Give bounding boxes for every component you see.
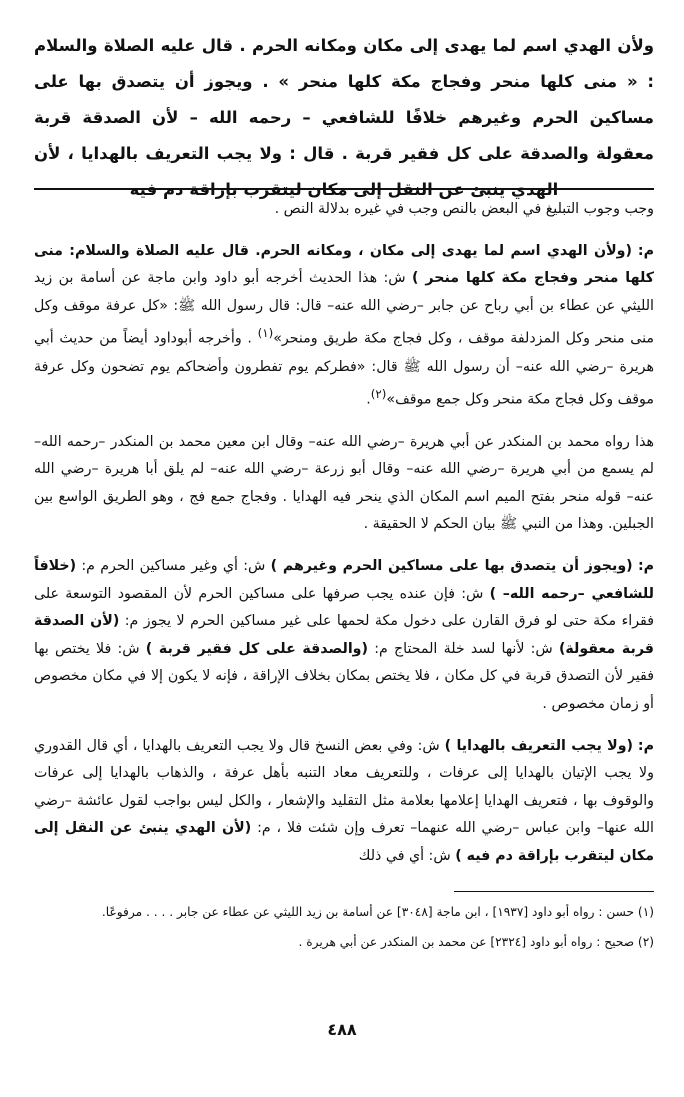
commentary-text: ش: أي في ذلك xyxy=(358,847,451,864)
book-page xyxy=(34,28,654,1078)
quoted-matn: (لأن الصدقة قربة معقولة) xyxy=(34,613,654,657)
commentary-paragraph-0: وجب وجوب التبليغ في البعض بالنص وجب في غيره بدلالة النص . xyxy=(274,201,654,217)
commentary-paragraph-4 xyxy=(34,733,654,871)
footnote-ref-1: (١) xyxy=(257,326,274,341)
footnotes xyxy=(34,900,654,954)
quoted-matn: (ولا يجب التعريف بالهدايا ) xyxy=(444,737,634,754)
page-number: ٤٨٨ xyxy=(327,1020,357,1039)
quoted-matn: (خلافاً للشافعي –رحمه الله– ) xyxy=(34,558,654,602)
footnote-ref-2: (٢) xyxy=(370,387,387,402)
commentary-text: ش: وفي بعض النسخ قال ولا يجب التعريف بالهدايا ، أي قال القدوري ولا يجب الإتيان بالهدايا إلى عرفات ، وللتعريف معاد التنبه بأهل عرفة ، والذهاب بالهدايا إلى عرفات والوقوف بها ، فتعريف الهدايا إعلامها بعلامة مثل التقليد والإشعار ، والكل ليس بواجب لقول عائشة –رضي الله عنها– وابن عباس –رضي الله عنهما– تعرف وإن شئت فلا ، م: xyxy=(34,737,655,837)
commentary xyxy=(34,196,654,871)
quoted-matn: (ولأن الهدي اسم لما يهدى إلى مكان ، ومكانه الحرم. قال عليه الصلاة والسلام: منى كلها منحر وفجاج مكة كلها منحر ) xyxy=(34,242,654,287)
commentary-paragraph-3 xyxy=(34,553,654,719)
matn-marker: م: xyxy=(637,242,654,259)
commentary-text: . xyxy=(366,392,371,409)
commentary-text: ش: هذا الحديث أخرجه أبو داود وابن ماجة عن أسامة بن زيد الليثي عن عطاء بن أبي رباح عن جابر –رضي الله عنه– قال: قال رسول الله ﷺ: «كل عرفة موقف وكل منى منحر وكل المزدلفة موقف ، وكل فجاج مكة طريق ومنحر» xyxy=(34,270,655,348)
commentary-text: ش: فلا يختص بها فقير لأن التصدق قربة في كل مكان ، فلا يختص بمكان بخلاف الإراقة ، فإنه لا يكون إلا في مكان مخصوص أو زمان مخصوص . xyxy=(34,640,654,712)
footnote-1: (١) حسن : رواه أبو داود [١٩٣٧] ، ابن ماجة [٣٠٤٨] عن أسامة بن زيد الليثي عن عطاء عن جابر . . . . مرفوعًا. xyxy=(101,904,654,919)
commentary-text: ش: لأنها لسد خلة المحتاج م: xyxy=(374,640,553,657)
matn-marker: م: xyxy=(637,558,655,574)
commentary-paragraph-2: هذا رواه محمد بن المنكدر عن أبي هريرة –رضي الله عنه– وقال ابن معين محمد بن المنكدر –رحمه الله– لم يسمع من أبي هريرة –رضي الله عنه– وقال أبو زرعة –رضي الله عنه– لم يلق أبا هريرة –رضي الله عنه– قوله منحر بفتح الميم اسم المكان الذي ينحر فيه الهدايا . وفجاج جمع فج ، وهو الطريق الواسع بين الجبلين. وهذا من النبي ﷺ بيان الحكم لا الحقيقة . xyxy=(34,433,654,533)
matn-text: ولأن الهدي اسم لما يهدى إلى مكان ومكانه الحرم . قال عليه الصلاة والسلام : « منى كلها منحر وفجاج مكة كلها منحر » . ويجوز أن يتصدق بها على مساكين الحرم وغيرهم خلافًا للشافعي – رحمه الله – لأن الصدقة قربة معقولة والصدقة على كل فقير قربة . قال : ولا يجب التعريف بالهدايا ، لأن الهدي ينبئ عن النقل إلى مكان ليتقرب بإراقة دم فيه xyxy=(34,36,654,199)
commentary-paragraph-1 xyxy=(34,238,654,415)
commentary-text: ش: فإن عنده يجب صرفها على مساكين الحرم لأن المقصود التوسعة على فقراء مكة حتى لو فرق القارن على دخول مكة لحمها على غير مساكين الحرم لا يجوز م: xyxy=(34,585,654,630)
quoted-matn: (ويجوز أن يتصدق بها على مساكين الحرم وغيرهم ) xyxy=(270,558,633,574)
footnote-separator xyxy=(454,891,654,892)
quoted-matn: (والصدقة على كل فقير قربة ) xyxy=(145,640,368,657)
footnote-2: (٢) صحيح : رواه أبو داود [٢٣٢٤] عن محمد بن المنكدر عن أبي هريرة . xyxy=(298,934,654,949)
commentary-text: . وأخرجه أبوداود أيضاً من حديث أبي هريرة –رضي الله عنه– أن رسول الله ﷺ قال: «فطركم يوم تفطرون وأضحاكم يوم تضحون وكل عرفة موقف وكل فجاج مكة منحر وكل جمع موقف» xyxy=(34,331,654,409)
commentary-text: ش: أي وغير مساكين الحرم م: xyxy=(81,558,266,574)
matn-marker: م: xyxy=(637,737,654,754)
quoted-matn: (لأن الهدي ينبئ عن النقل إلى مكان ليتقرب بإراقة دم فيه ) xyxy=(34,820,654,864)
